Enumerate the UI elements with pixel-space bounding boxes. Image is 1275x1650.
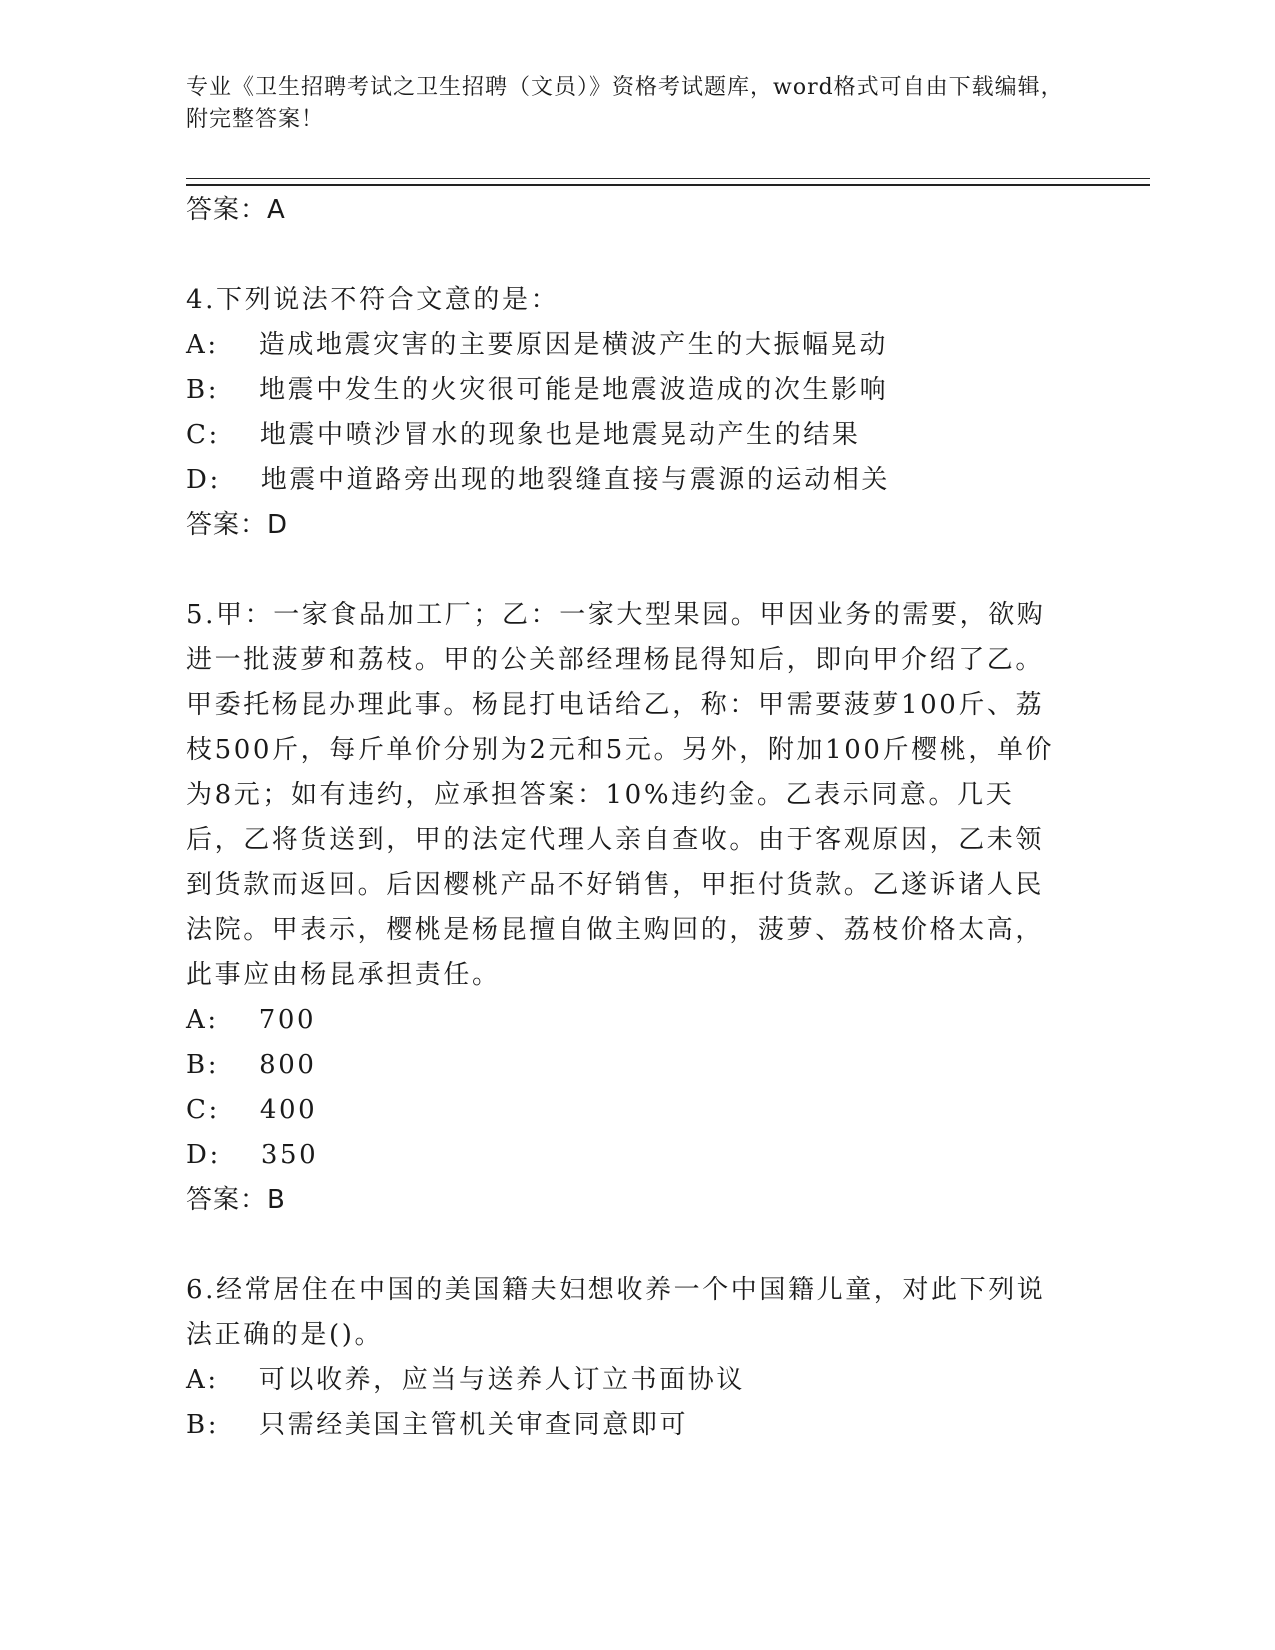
option-text: 可以收养，应当与送养人订立书面协议: [258, 1365, 745, 1395]
answer-label: 答案：A: [186, 195, 286, 225]
option-letter: C:: [186, 420, 220, 450]
question-stem: 5.甲：一家食品加工厂；乙：一家大型果园。甲因业务的需要，欲购进一批菠萝和荔枝。甲的公关部经理杨昆得知后，即向甲介绍了乙。甲委托杨昆办理此事。杨昆打电话给乙，称：甲需要菠萝100斤、荔枝500斤，每斤单价分别为2元和5元。另外，附加100斤樱桃，单价为8元；如有违约，应承担答案：10%违约金。乙表示同意。几天后，乙将货送到，甲的法定代理人亲自查收。由于客观原因，乙未领到货款而返回。后因樱桃产品不好销售，甲拒付货款。乙遂诉诸人民法院。甲表示，樱桃是杨昆擅自做主购回的，菠萝、荔枝价格太高，此事应由杨昆承担责任。: [186, 600, 1055, 990]
option-c: [186, 413, 1066, 458]
option-letter: B:: [186, 375, 220, 405]
option-text: 400: [259, 1095, 318, 1125]
option-text: 800: [259, 1050, 317, 1080]
option-list: [186, 998, 1066, 1178]
option-letter: B:: [186, 1050, 220, 1080]
option-text: 地震中发生的火灾很可能是地震波造成的次生影响: [259, 375, 889, 405]
option-text: 700: [258, 1005, 317, 1035]
page-header: 专业《卫生招聘考试之卫生招聘（文员）》资格考试题库，word格式可自由下载编辑，附完整答案！: [186, 75, 1064, 132]
answer-label: 答案：D: [186, 510, 289, 540]
option-b: [186, 368, 1066, 413]
header-divider: [186, 178, 1150, 186]
option-list: [186, 323, 1066, 503]
option-text: 造成地震灾害的主要原因是横波产生的大振幅晃动: [258, 330, 888, 360]
option-b: [186, 1043, 1066, 1088]
answer-label: 答案：B: [186, 1185, 286, 1215]
option-a: [186, 998, 1066, 1043]
question-stem: 6.经常居住在中国的美国籍夫妇想收养一个中国籍儿童，对此下列说法正确的是()。: [186, 1275, 1046, 1350]
spacer: [186, 1223, 1066, 1268]
question-5: [186, 593, 1066, 1223]
option-text: 地震中喷沙冒水的现象也是地震晃动产生的结果: [259, 420, 861, 450]
question-stem: 4.下列说法不符合文意的是：: [186, 285, 560, 315]
option-letter: A:: [186, 1365, 219, 1395]
option-letter: D:: [186, 465, 221, 495]
option-b: [186, 1403, 1066, 1448]
option-d: [186, 1133, 1066, 1178]
option-a: [186, 323, 1066, 368]
option-letter: B:: [186, 1410, 220, 1440]
spacer: [186, 233, 1066, 278]
option-letter: D:: [186, 1140, 221, 1170]
option-list: [186, 1358, 1066, 1448]
option-letter: A:: [186, 330, 219, 360]
option-letter: A:: [186, 1005, 219, 1035]
option-c: [186, 1088, 1066, 1133]
option-letter: C:: [186, 1095, 220, 1125]
option-text: 只需经美国主管机关审查同意即可: [259, 1410, 689, 1440]
spacer: [186, 548, 1066, 593]
option-a: [186, 1358, 1066, 1403]
question-4: [186, 278, 1066, 548]
question-list: [186, 188, 1066, 1448]
option-text: 地震中道路旁出现的地裂缝直接与震源的运动相关: [260, 465, 891, 495]
question-6: [186, 1268, 1066, 1448]
option-text: 350: [260, 1140, 319, 1170]
option-d: [186, 458, 1066, 503]
